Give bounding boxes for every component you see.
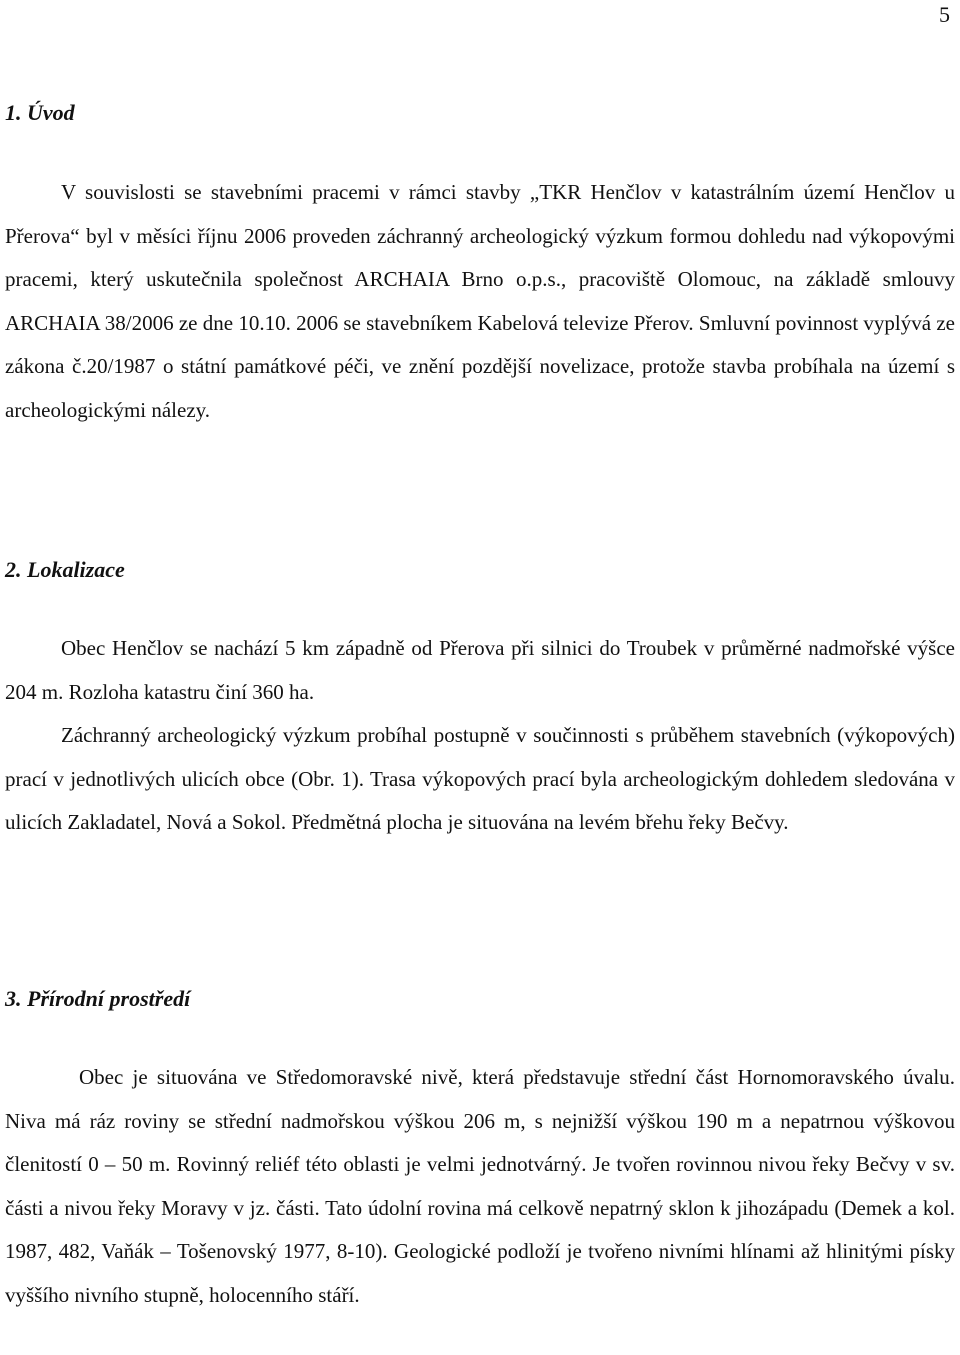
section-heading-intro: 1. Úvod [5, 100, 75, 125]
nature-paragraph: Obec je situována ve Středomoravské nivě, která představuje střední část Hornomoravského úvalu. Niva má ráz roviny se střední nadmořskou výškou 206 m, s nejnižší výškou 190 m a nepatrnou výškovou členitostí 0 – 50 m. Rovinný reliéf této oblasti je velmi jednotvárný. Je tvořen rovinnou nivou řeky Bečvy v sv. části a nivou řeky Moravy v jz. části. Tato údolní rovina má celkově nepatrný sklon k jihozápadu (Demek a kol. 1987, 482, Vaňák – Tošenovský 1977, 8-10). Geologické podloží je tvořeno nivními hlínami až hlinitými písky vyššího nivního stupně, holocenního stáří. [5, 1065, 955, 1307]
location-paragraph-1: Obec Henčlov se nachází 5 km západně od Přerova při silnici do Troubek v průměrné nadmořské výšce 204 m. Rozloha katastru činí 360 ha. [5, 636, 955, 704]
location-paragraph-2: Záchranný archeologický výzkum probíhal postupně v součinnosti s průběhem stavebních (výkopových) prací v jednotlivých ulicích obce (Obr. 1). Trasa výkopových prací byla archeologickým dohledem sledována v ulicích Zakladatel, Nová a Sokol. Předmětná plocha je situována na levém břehu řeky Bečvy. [5, 723, 955, 835]
section-heading-nature: 3. Přírodní prostředí [5, 986, 191, 1011]
intro-paragraph: V souvislosti se stavebními pracemi v rámci stavby „TKR Henčlov v katastrálním území Henčlov u Přerova“ byl v měsíci říjnu 2006 proveden záchranný archeologický výzkum formou dohledu nad výkopovými pracemi, který uskutečnila společnost ARCHAIA Brno o.p.s., pracoviště Olomouc, na základě smlouvy ARCHAIA 38/2006 ze dne 10.10. 2006 se stavebníkem Kabelová televize Přerov. Smluvní povinnost vyplývá ze zákona č.20/1987 o státní památkové péči, ve znění pozdější novelizace, protože stavba probíhala na území s archeologickými nálezy. [5, 180, 955, 422]
section-heading-location: 2. Lokalizace [5, 557, 125, 582]
page-number: 5 [939, 2, 950, 27]
